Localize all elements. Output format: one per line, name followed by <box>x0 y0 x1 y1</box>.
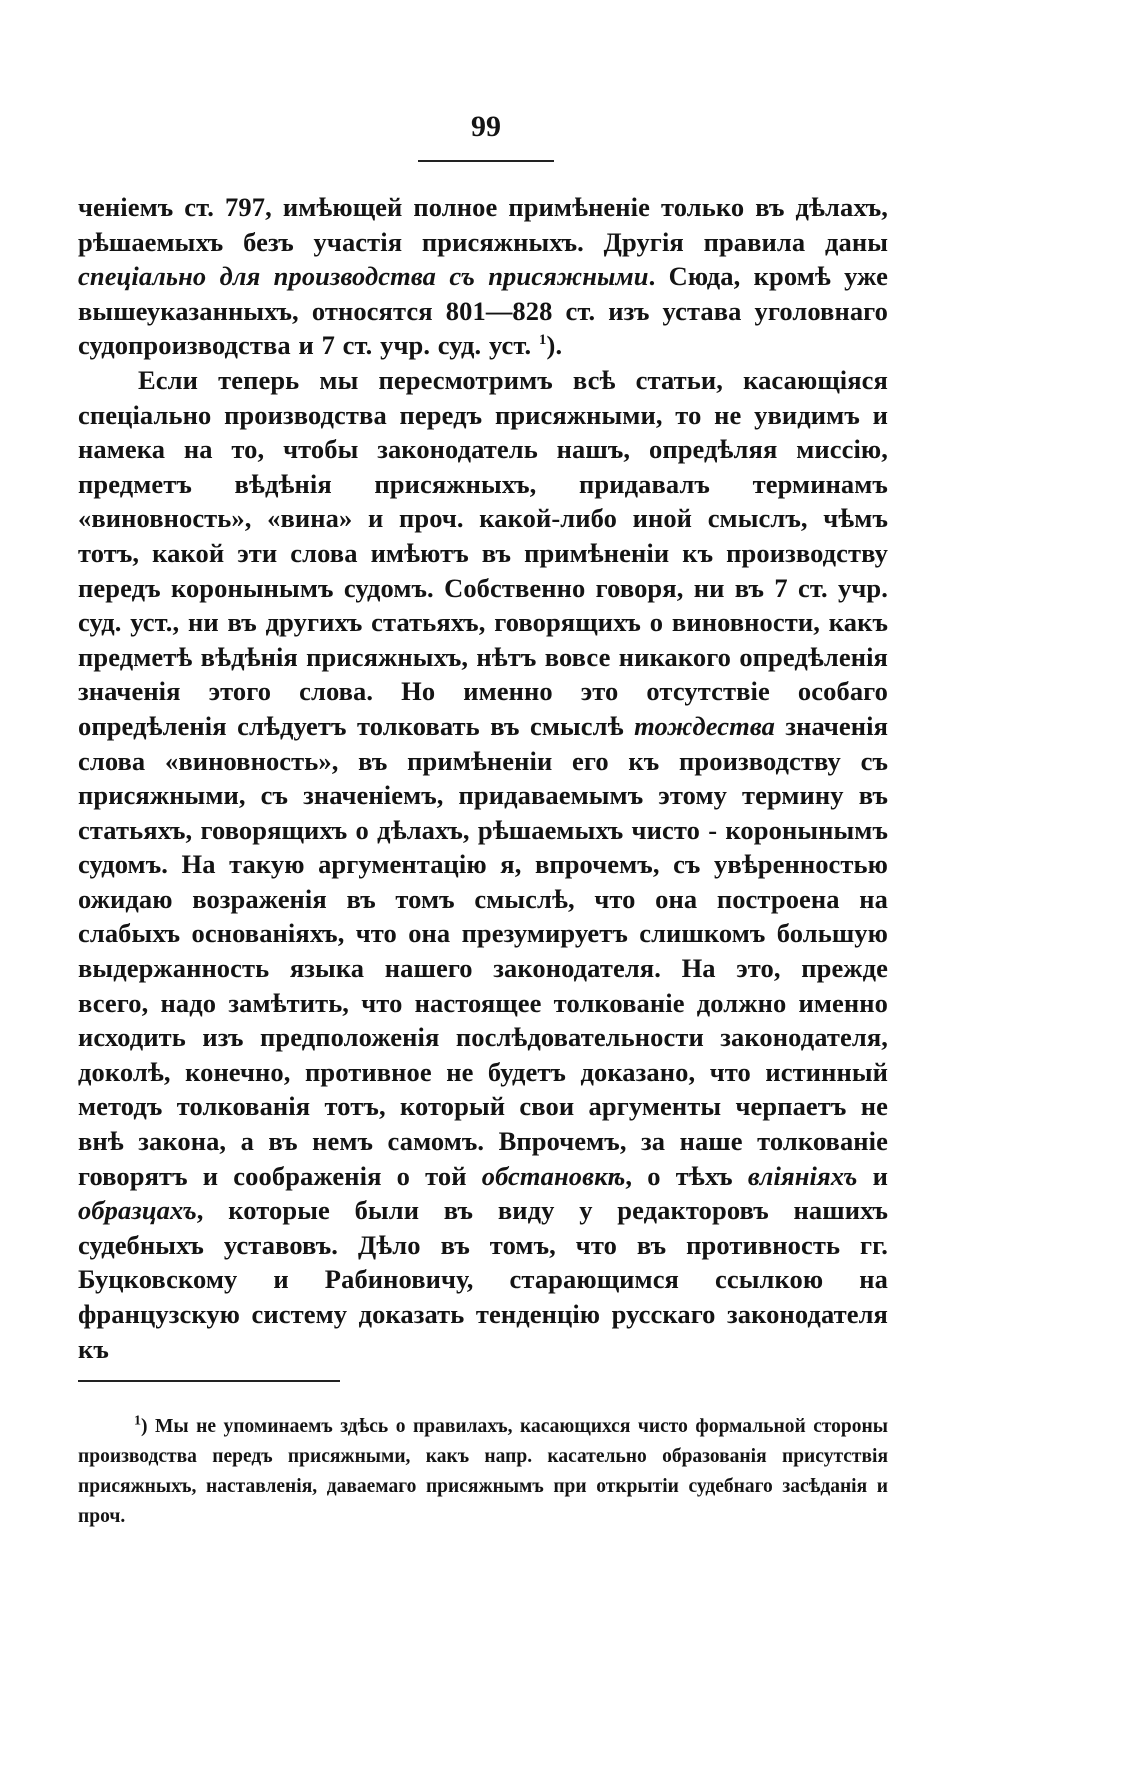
paragraph-2-text-d: и <box>857 1160 888 1191</box>
paragraph-2-italic-b: обстановкѣ <box>481 1160 626 1191</box>
footnote-text: ) Мы не упоминаемъ здѣсь о правилахъ, касающихся чисто формальной стороны производства передъ присяжными, какъ напр. касательно образованія присутствія присяжныхъ, наставленія, даваемаго присяжнымъ при открытіи судебнаго засѣданія и проч. <box>78 1416 888 1527</box>
footnote-rule <box>78 1380 340 1382</box>
paragraph-1 <box>78 190 888 363</box>
paragraph-2-text-b: значенія слова «виновность», въ примѣненіи его къ производству съ присяжными, съ значеніемъ, придаваемымъ этому термину въ статьяхъ, говорящихъ о дѣлахъ, рѣшаемыхъ чисто - коронынымъ судомъ. На такую аргументацію я, впрочемъ, съ увѣренностью ожидаю возраженія въ томъ смыслѣ, что она построена на слабыхъ основаніяхъ, что она презумируетъ слишкомъ большую выдержанность языка нашего законодателя. На это, прежде всего, надо замѣтить, что настоящее толкованіе должно именно исходить изъ предположенія послѣдовательности законодателя, доколѣ, конечно, противное не будетъ доказано, что истинный методъ толкованія тотъ, который свои аргументы черпаетъ не внѣ закона, а въ немъ самомъ. Впрочемъ, за наше толкованіе говорятъ и соображенія о той <box>78 710 889 1191</box>
paragraph-1-text-a: ченіемъ ст. 797, имѣющей полное примѣненіе только въ дѣлахъ, рѣшаемыхъ безъ участія присяжныхъ. Другія правила даны <box>78 192 888 257</box>
page-number: 99 <box>471 110 501 143</box>
page-number-rule <box>418 160 554 162</box>
paragraph-2-text-c: , о тѣхъ <box>625 1160 748 1191</box>
paragraph-2-italic-c: вліяніяхъ <box>747 1160 858 1191</box>
paragraph-2-text-a: Если теперь мы пересмотримъ всѣ статьи, касающіяся спеціально производства передъ присяжными, то не увидимъ и намека на то, чтобы законодатель нашъ, опредѣляя миссію, предметъ вѣдѣнія присяжныхъ, придавалъ терминамъ «виновность», «вина» и проч. какой-либо иной смыслъ, чѣмъ тотъ, какой эти слова имѣютъ въ примѣненіи къ производству передъ коронынымъ судомъ. Собственно говоря, ни въ 7 ст. учр. суд. уст., ни въ другихъ статьяхъ, говорящихъ о виновности, какъ предметѣ вѣдѣнія присяжныхъ, нѣтъ вовсе никакого опредѣленія значенія этого слова. Но именно это отсутствіе особаго опредѣленія слѣдуетъ толковать въ смыслѣ <box>78 364 888 741</box>
paragraph-1-text-c: ). <box>546 330 563 361</box>
footnote-reference: 1 <box>538 332 547 349</box>
paragraph-2-italic-d: образцахъ <box>78 1195 197 1226</box>
body-text <box>78 190 888 1366</box>
footnote-mark: 1 <box>134 1413 141 1429</box>
paragraph-1-text-b: . Сюда, кромѣ уже вышеуказанныхъ, относятся 801—828 ст. изъ устава уголовнаго судопроизводства и 7 ст. учр. суд. уст. <box>78 261 889 361</box>
footnote <box>78 1412 888 1532</box>
paragraph-1-italic-a: спеціально для производства съ присяжными <box>78 261 649 292</box>
paragraph-2 <box>78 363 888 1366</box>
paragraph-2-italic-a: тождества <box>634 710 775 741</box>
paragraph-2-text-e: , которые были въ виду у редакторовъ нашихъ судебныхъ уставовъ. Дѣло въ томъ, что въ противность гг. Буцковскому и Рабиновичу, старающимся ссылкою на французскую систему доказать тенденцію русскаго законодателя къ <box>78 1195 888 1364</box>
